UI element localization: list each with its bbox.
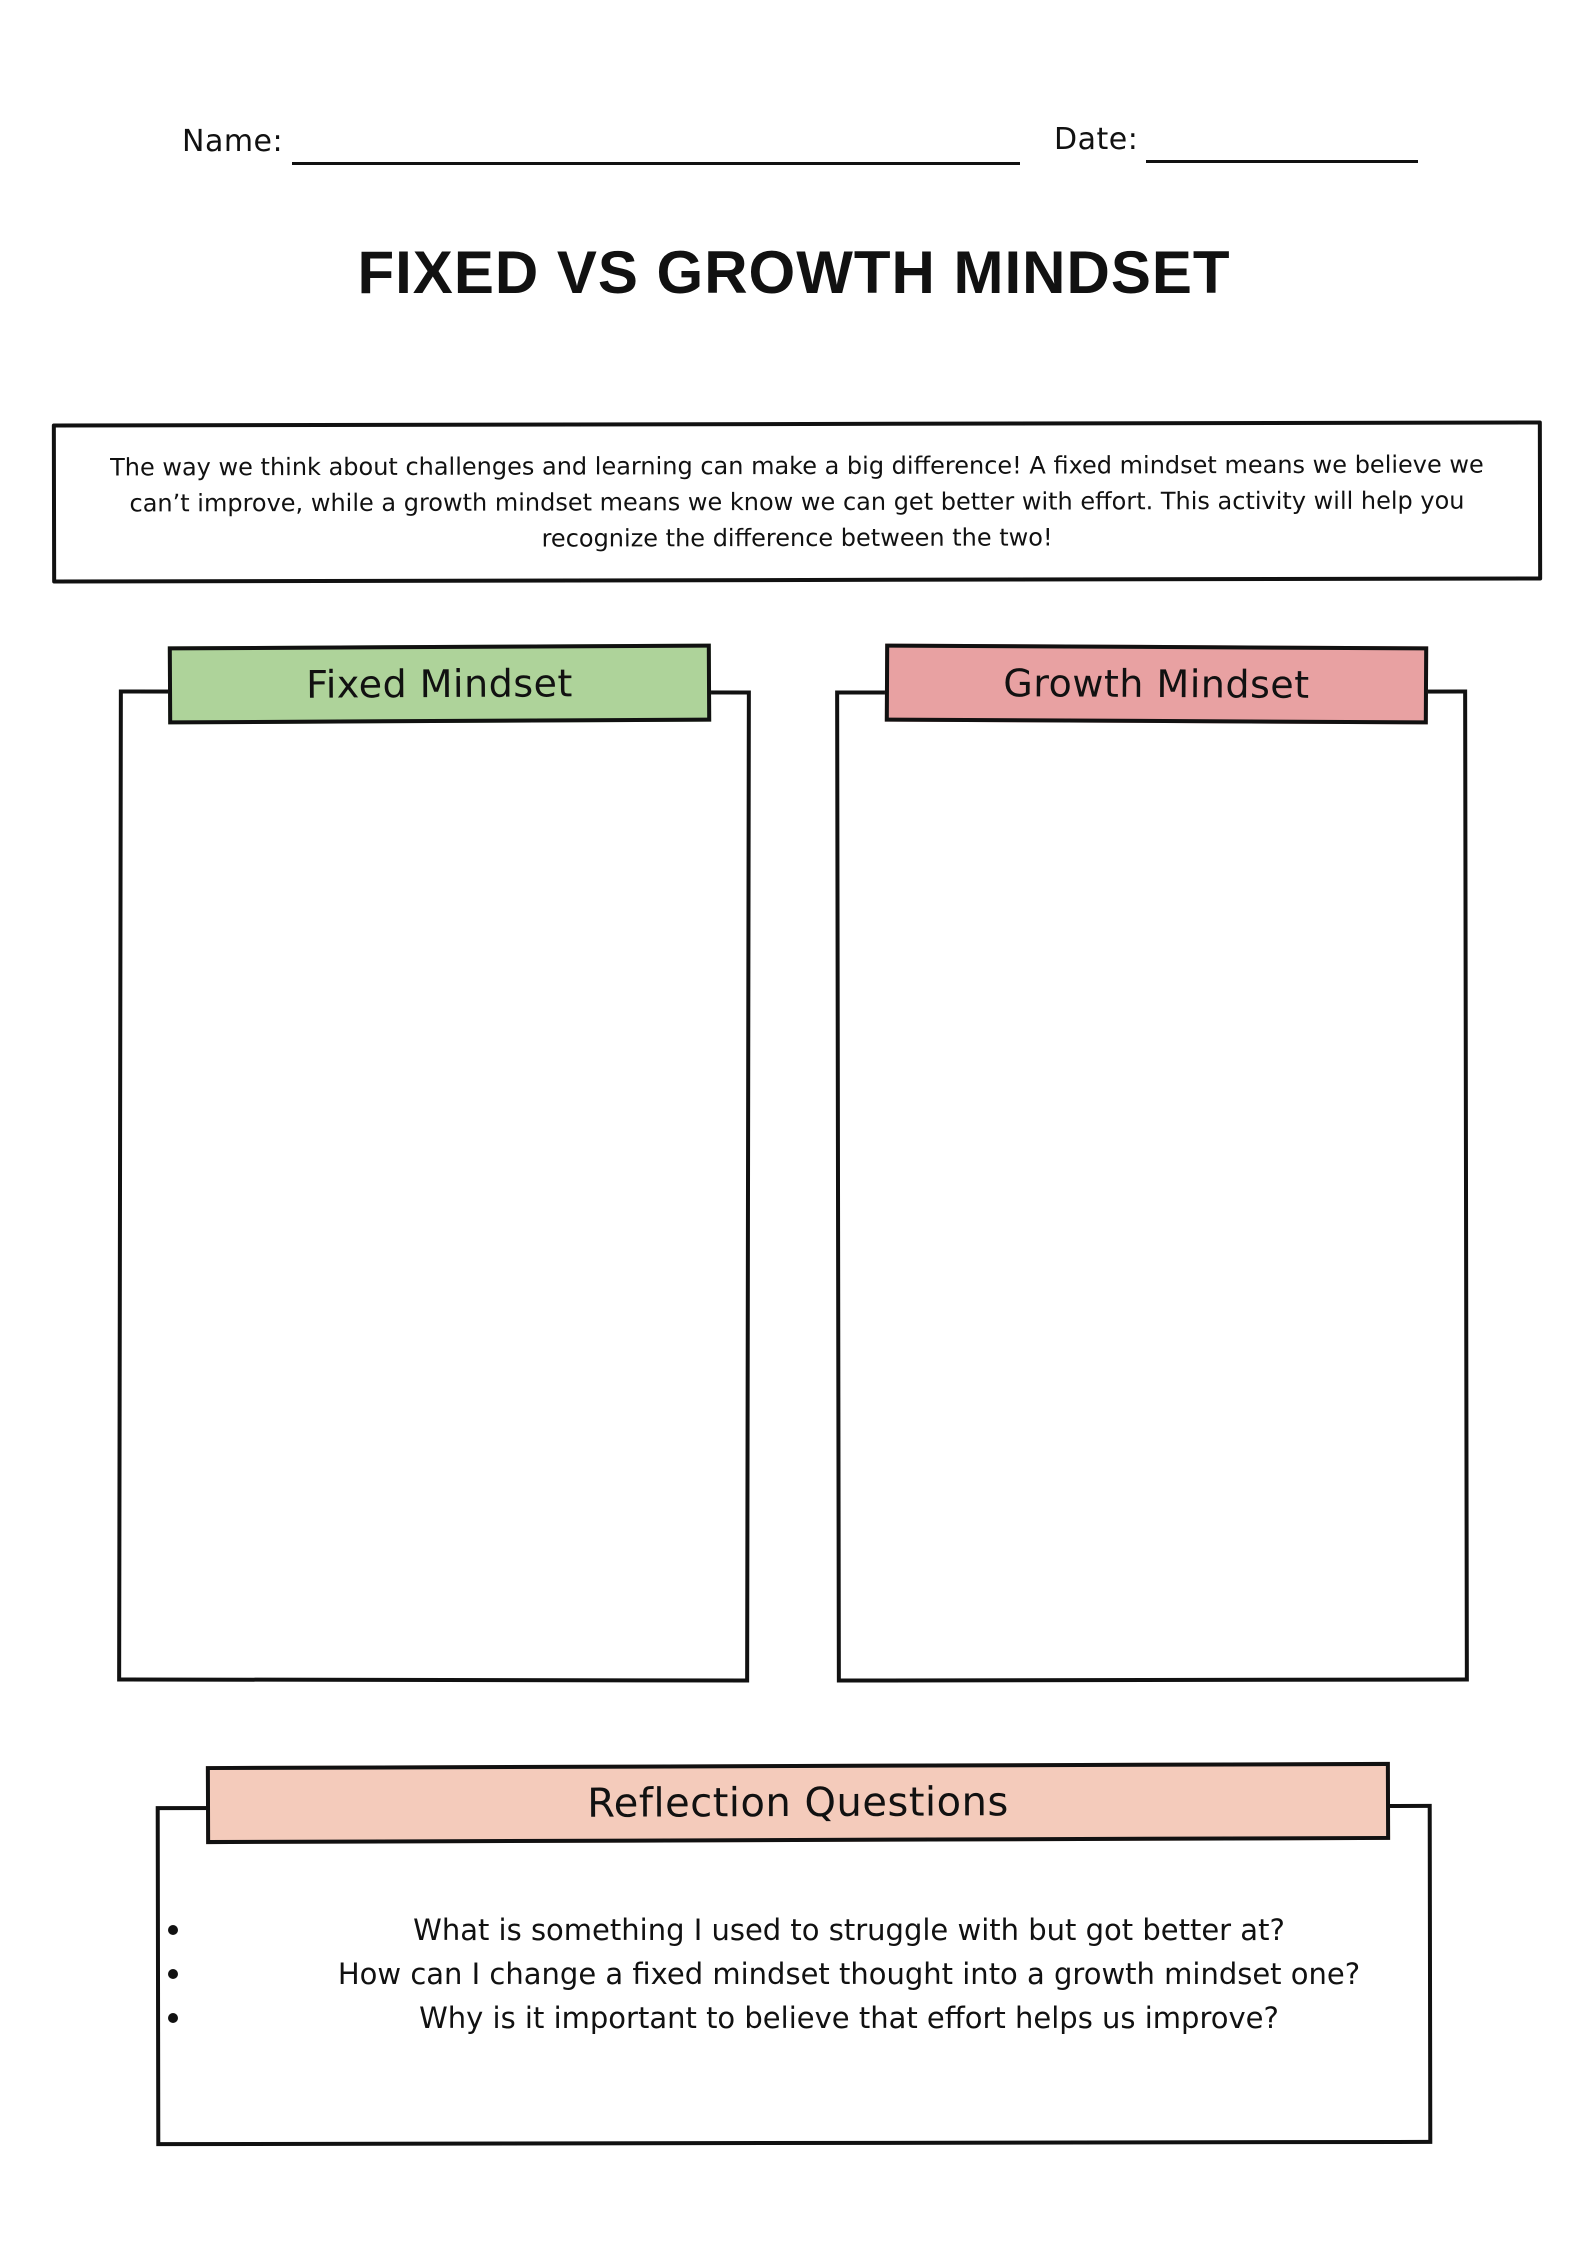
fixed-mindset-label: Fixed Mindset [306, 661, 573, 707]
bullet-icon [168, 1925, 178, 1935]
date-label: Date: [1054, 122, 1139, 157]
question-text: Why is it important to believe that effort helps us improve? [419, 2001, 1279, 2035]
name-field[interactable] [292, 162, 1020, 165]
intro-text: The way we think about challenges and learning can make a big difference! A fixed mindset means we believe we can’t improve, while a growth mindset means we know we can get better with effort. This activity will help you recognize the difference between the two! [110, 450, 1484, 553]
list-item [156, 1952, 1432, 1996]
reflection-question-list [156, 1908, 1432, 2040]
question-text: What is something I used to struggle with but got better at? [413, 1913, 1285, 1947]
growth-mindset-header [885, 644, 1428, 725]
growth-mindset-label: Growth Mindset [1003, 661, 1310, 707]
bullet-icon [168, 2013, 178, 2023]
reflection-header [206, 1762, 1390, 1844]
page-title: FIXED VS GROWTH MINDSET [357, 239, 1231, 306]
date-field[interactable] [1146, 160, 1418, 163]
fixed-mindset-answer-area[interactable] [117, 689, 751, 1682]
growth-mindset-answer-area[interactable] [835, 689, 1469, 1682]
intro-box [52, 420, 1542, 583]
bullet-icon [168, 1969, 178, 1979]
list-item [156, 1996, 1432, 2040]
question-text: How can I change a fixed mindset thought into a growth mindset one? [337, 1957, 1361, 1991]
fixed-mindset-header [168, 644, 711, 725]
name-label: Name: [182, 124, 284, 159]
reflection-title: Reflection Questions [587, 1779, 1009, 1827]
list-item [156, 1908, 1432, 1952]
